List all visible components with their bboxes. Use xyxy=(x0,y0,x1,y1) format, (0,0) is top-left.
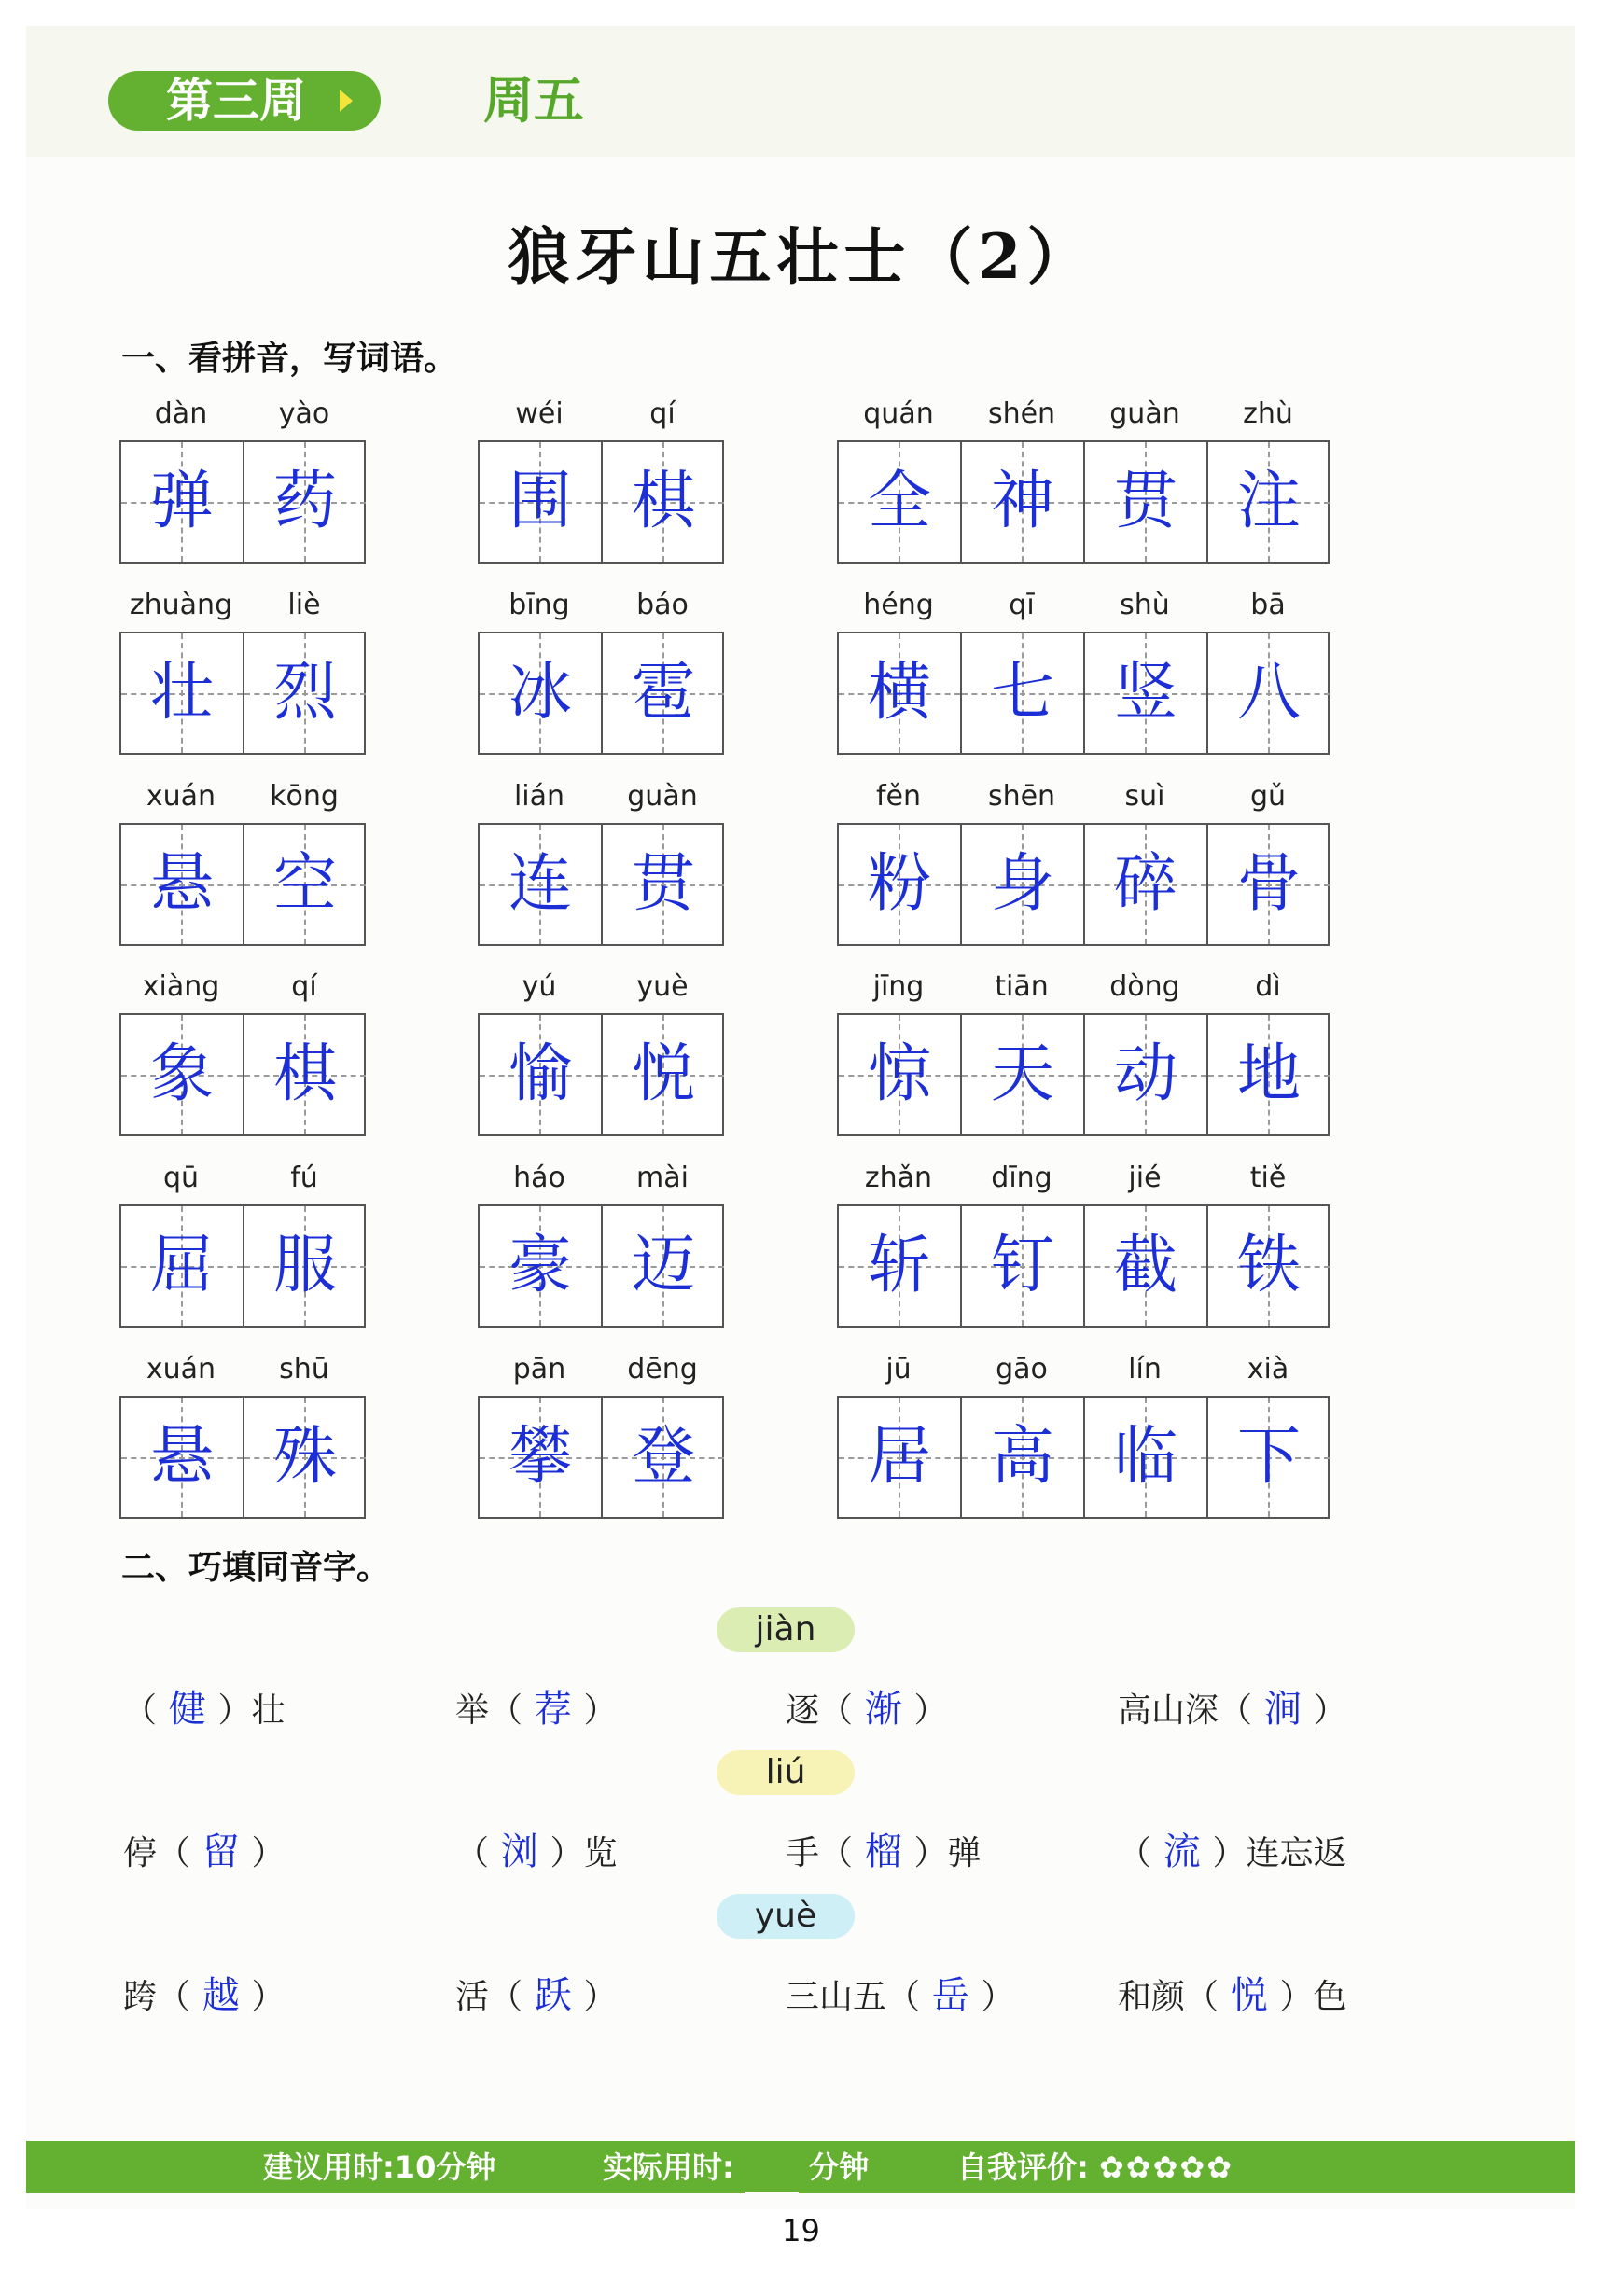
pinyin-label: xiàng xyxy=(142,970,220,1003)
tianzige-cell[interactable] xyxy=(603,825,724,944)
actual-time-label: 实际用时: xyxy=(603,2150,734,2185)
answer-character: 空 xyxy=(272,847,337,921)
fill-blank-item xyxy=(455,1966,617,2019)
pinyin-label: guàn xyxy=(1109,397,1180,430)
item-prefix: 手（ xyxy=(786,1834,854,1872)
item-suffix: ） xyxy=(583,1978,618,2016)
tianzige-cell[interactable] xyxy=(244,825,366,944)
answer-character: 碎 xyxy=(1113,847,1177,921)
answer-character: 全 xyxy=(867,465,931,538)
pinyin-label: guàn xyxy=(627,780,698,813)
footer-bar xyxy=(26,2141,1575,2193)
answer-character: 骨 xyxy=(1236,847,1301,921)
tianzige-cell[interactable] xyxy=(962,1206,1083,1326)
fill-blank-item xyxy=(786,1679,947,1732)
answer-blank[interactable]: 岳 xyxy=(920,1974,982,2017)
answer-character: 悦 xyxy=(631,1037,695,1111)
tianzige-cell[interactable] xyxy=(962,1398,1083,1517)
tianzige-cell[interactable] xyxy=(480,1206,601,1326)
pinyin-label: qí xyxy=(649,397,676,430)
tianzige-cell[interactable] xyxy=(1208,633,1330,753)
pinyin-label: qī xyxy=(1009,589,1035,621)
answer-character: 斩 xyxy=(867,1229,931,1302)
answer-character: 豪 xyxy=(508,1229,572,1302)
character-box xyxy=(119,440,366,564)
tianzige-cell[interactable] xyxy=(480,633,601,753)
tianzige-cell[interactable] xyxy=(244,633,366,753)
answer-blank[interactable]: 渐 xyxy=(853,1688,914,1731)
answer-blank[interactable]: 健 xyxy=(157,1688,218,1731)
item-suffix: ） xyxy=(251,1834,286,1872)
pinyin-label: liè xyxy=(287,589,321,621)
answer-character: 截 xyxy=(1113,1229,1177,1302)
tianzige-cell[interactable] xyxy=(121,442,243,562)
tianzige-cell[interactable] xyxy=(121,1206,243,1326)
answer-blank[interactable]: 榴 xyxy=(853,1830,914,1873)
pinyin-label: yuè xyxy=(636,970,689,1003)
tianzige-cell[interactable] xyxy=(603,1206,724,1326)
pinyin-label: háo xyxy=(513,1162,565,1194)
answer-character: 弹 xyxy=(149,465,214,538)
answer-character: 雹 xyxy=(631,656,695,730)
answer-character: 贯 xyxy=(1113,465,1177,538)
answer-character: 粉 xyxy=(867,847,931,921)
pinyin-label: zhù xyxy=(1243,397,1293,430)
tianzige-cell[interactable] xyxy=(1085,1206,1206,1326)
pinyin-label: tiān xyxy=(995,970,1049,1003)
answer-character: 铁 xyxy=(1236,1229,1301,1302)
answer-character: 下 xyxy=(1236,1420,1301,1494)
answer-blank[interactable]: 涧 xyxy=(1252,1688,1314,1731)
item-prefix: （ xyxy=(455,1834,490,1872)
tianzige-cell[interactable] xyxy=(603,1015,724,1134)
tianzige-cell[interactable] xyxy=(603,633,724,753)
item-suffix: ） xyxy=(1313,1691,1347,1730)
answer-character: 地 xyxy=(1236,1037,1301,1111)
section2-heading: 二、巧填同音字。 xyxy=(121,1549,391,1587)
answer-character: 迈 xyxy=(631,1229,695,1302)
actual-time-blank[interactable] xyxy=(745,2164,799,2193)
tianzige-cell[interactable] xyxy=(962,825,1083,944)
tianzige-cell[interactable] xyxy=(1085,1398,1206,1517)
tianzige-cell[interactable] xyxy=(962,442,1083,562)
item-suffix: ） xyxy=(981,1978,1015,2016)
pinyin-label: quán xyxy=(863,397,934,430)
fill-blank-item xyxy=(786,1966,1014,2019)
answer-blank[interactable]: 荐 xyxy=(522,1688,584,1731)
self-eval-label: 自我评价: xyxy=(957,2150,1089,2185)
pinyin-label: qū xyxy=(162,1162,200,1194)
item-suffix: ）弹 xyxy=(913,1834,982,1872)
fill-blank-item xyxy=(123,1822,285,1875)
pinyin-label: shēn xyxy=(987,780,1056,813)
answer-character: 登 xyxy=(631,1420,695,1494)
answer-character: 棋 xyxy=(631,465,695,538)
week-label: 第三周 xyxy=(166,74,306,128)
pinyin-pill: liú xyxy=(717,1750,855,1795)
answer-character: 横 xyxy=(867,656,931,730)
item-prefix: 举（ xyxy=(455,1691,523,1730)
item-suffix: ） xyxy=(583,1691,618,1730)
item-suffix: ）连忘返 xyxy=(1212,1834,1347,1872)
tianzige-cell[interactable] xyxy=(603,1398,724,1517)
tianzige-cell[interactable] xyxy=(1085,442,1206,562)
tianzige-cell[interactable] xyxy=(1208,1398,1330,1517)
answer-character: 连 xyxy=(508,847,572,921)
answer-character: 临 xyxy=(1113,1420,1177,1494)
pinyin-label: fěn xyxy=(875,780,922,813)
character-box xyxy=(119,632,366,755)
character-box xyxy=(478,1204,724,1328)
item-suffix: ） xyxy=(913,1691,948,1730)
tianzige-cell[interactable] xyxy=(603,442,724,562)
answer-blank[interactable]: 越 xyxy=(190,1974,252,2017)
answer-character: 贯 xyxy=(631,847,695,921)
pinyin-label: lín xyxy=(1128,1353,1162,1385)
pinyin-label: wéi xyxy=(515,397,564,430)
answer-character: 殊 xyxy=(272,1420,337,1494)
arrow-right-icon xyxy=(340,90,353,112)
tianzige-cell[interactable] xyxy=(480,825,601,944)
tianzige-cell[interactable] xyxy=(121,1398,243,1517)
item-prefix: 和颜（ xyxy=(1118,1978,1219,2016)
item-suffix: ） xyxy=(251,1978,286,2016)
pinyin-label: bīng xyxy=(508,589,570,621)
pinyin-label: fú xyxy=(290,1162,318,1194)
pinyin-label: bā xyxy=(1250,589,1286,621)
pinyin-label: gāo xyxy=(996,1353,1048,1385)
answer-character: 悬 xyxy=(149,1420,214,1494)
answer-character: 服 xyxy=(272,1229,337,1302)
pinyin-label: yú xyxy=(522,970,557,1003)
fill-blank-item xyxy=(786,1822,981,1875)
tianzige-cell[interactable] xyxy=(839,442,960,562)
answer-character: 壮 xyxy=(149,656,214,730)
answer-character: 药 xyxy=(272,465,337,538)
pinyin-label: pān xyxy=(512,1353,566,1385)
fill-blank-item xyxy=(455,1679,617,1732)
fill-blank-item xyxy=(1118,1679,1346,1732)
tianzige-cell[interactable] xyxy=(121,633,243,753)
pinyin-label: dēng xyxy=(627,1353,698,1385)
answer-character: 动 xyxy=(1113,1037,1177,1111)
tianzige-cell[interactable] xyxy=(480,1398,601,1517)
answer-blank[interactable]: 悦 xyxy=(1219,1974,1280,2017)
pinyin-label: suì xyxy=(1124,780,1165,813)
character-box xyxy=(837,1204,1330,1328)
answer-character: 烈 xyxy=(272,656,337,730)
pinyin-label: héng xyxy=(863,589,934,621)
answer-blank[interactable]: 跃 xyxy=(522,1974,584,2017)
fill-blank-item xyxy=(123,1679,285,1732)
answer-character: 七 xyxy=(990,656,1054,730)
answer-character: 注 xyxy=(1236,465,1301,538)
answer-character: 冰 xyxy=(508,656,572,730)
item-prefix: （ xyxy=(1118,1834,1152,1872)
character-box xyxy=(478,1396,724,1519)
pinyin-label: jié xyxy=(1128,1162,1162,1194)
tianzige-cell[interactable] xyxy=(839,1015,960,1134)
character-box xyxy=(119,1013,366,1136)
tianzige-cell[interactable] xyxy=(121,1015,243,1134)
pinyin-label: dàn xyxy=(154,397,208,430)
fill-blank-item xyxy=(123,1966,285,2019)
pinyin-label: dì xyxy=(1255,970,1281,1003)
suggested-time: 建议用时:10分钟 xyxy=(263,2150,496,2185)
pinyin-pill: yuè xyxy=(717,1894,855,1939)
pinyin-label: xià xyxy=(1247,1353,1289,1385)
item-prefix: 跨（ xyxy=(123,1978,191,2016)
answer-character: 身 xyxy=(990,847,1054,921)
item-suffix: ）壮 xyxy=(217,1691,286,1730)
tianzige-cell[interactable] xyxy=(480,1015,601,1134)
answer-character: 钉 xyxy=(990,1229,1054,1302)
answer-blank[interactable]: 浏 xyxy=(489,1830,550,1873)
item-prefix: 停（ xyxy=(123,1834,191,1872)
pinyin-label: lián xyxy=(513,780,565,813)
pinyin-label: xuán xyxy=(146,780,216,813)
section1-heading: 一、看拼音，写词语。 xyxy=(121,340,458,378)
tianzige-cell[interactable] xyxy=(962,633,1083,753)
tianzige-cell[interactable] xyxy=(1208,1015,1330,1134)
tianzige-cell[interactable] xyxy=(244,1398,366,1517)
pinyin-label: jīng xyxy=(872,970,925,1003)
character-box xyxy=(478,1013,724,1136)
tianzige-cell[interactable] xyxy=(1085,633,1206,753)
answer-character: 悬 xyxy=(149,847,214,921)
item-suffix: ）色 xyxy=(1279,1978,1347,2016)
answer-character: 惊 xyxy=(867,1037,931,1111)
tianzige-cell[interactable] xyxy=(839,825,960,944)
tianzige-cell[interactable] xyxy=(839,1398,960,1517)
pinyin-label: dīng xyxy=(991,1162,1052,1194)
answer-character: 居 xyxy=(867,1420,931,1494)
pinyin-label: zhuàng xyxy=(129,589,233,621)
answer-character: 竖 xyxy=(1113,656,1177,730)
answer-character: 天 xyxy=(990,1037,1054,1111)
page-number: 19 xyxy=(782,2213,820,2248)
answer-character: 棋 xyxy=(272,1037,337,1111)
pinyin-label: zhǎn xyxy=(864,1162,933,1194)
tianzige-cell[interactable] xyxy=(1208,825,1330,944)
pinyin-label: shù xyxy=(1120,589,1170,621)
character-box xyxy=(837,440,1330,564)
pinyin-label: kōng xyxy=(270,780,339,813)
tianzige-cell[interactable] xyxy=(839,633,960,753)
pinyin-label: jū xyxy=(885,1353,912,1385)
answer-character: 八 xyxy=(1236,656,1301,730)
lesson-title: 狼牙山五壮士（2） xyxy=(508,220,1094,293)
tianzige-cell[interactable] xyxy=(1085,1015,1206,1134)
answer-blank[interactable]: 流 xyxy=(1151,1830,1213,1873)
week-badge xyxy=(108,71,381,131)
pinyin-label: báo xyxy=(636,589,689,621)
character-box xyxy=(478,440,724,564)
pinyin-label: qí xyxy=(291,970,317,1003)
answer-character: 围 xyxy=(508,465,572,538)
item-prefix: 三山五（ xyxy=(786,1978,921,2016)
fill-blank-item xyxy=(1118,1966,1346,2019)
item-suffix: ）览 xyxy=(550,1834,618,1872)
character-box xyxy=(837,1396,1330,1519)
character-box xyxy=(837,632,1330,755)
answer-character: 屈 xyxy=(149,1229,214,1302)
answer-character: 攀 xyxy=(508,1420,572,1494)
pinyin-label: shū xyxy=(279,1353,329,1385)
pinyin-label: tiě xyxy=(1249,1162,1287,1194)
fill-blank-item xyxy=(455,1822,617,1875)
tianzige-cell[interactable] xyxy=(121,825,243,944)
item-prefix: 高山深（ xyxy=(1118,1691,1253,1730)
tianzige-cell[interactable] xyxy=(1208,442,1330,562)
actual-time-unit: 分钟 xyxy=(809,2150,870,2185)
tianzige-cell[interactable] xyxy=(1085,825,1206,944)
pinyin-label: xuán xyxy=(146,1353,216,1385)
item-prefix: 逐（ xyxy=(786,1691,854,1730)
character-box xyxy=(837,1013,1330,1136)
pinyin-label: shén xyxy=(987,397,1056,430)
answer-character: 神 xyxy=(990,465,1054,538)
item-prefix: 活（ xyxy=(455,1978,523,2016)
answer-blank[interactable]: 留 xyxy=(190,1830,252,1873)
character-box xyxy=(119,823,366,946)
tianzige-cell[interactable] xyxy=(480,442,601,562)
character-box xyxy=(478,632,724,755)
tianzige-cell[interactable] xyxy=(244,1015,366,1134)
pinyin-label: dòng xyxy=(1109,970,1180,1003)
tianzige-cell[interactable] xyxy=(1208,1206,1330,1326)
tianzige-cell[interactable] xyxy=(962,1015,1083,1134)
flower-rating-icon[interactable]: ✿✿✿✿✿ xyxy=(1098,2150,1234,2185)
pinyin-label: mài xyxy=(636,1162,689,1194)
character-box xyxy=(478,823,724,946)
answer-character: 愉 xyxy=(508,1037,572,1111)
fill-blank-item xyxy=(1118,1822,1346,1875)
tianzige-cell[interactable] xyxy=(244,1206,366,1326)
answer-character: 象 xyxy=(149,1037,214,1111)
tianzige-cell[interactable] xyxy=(244,442,366,562)
character-box xyxy=(119,1396,366,1519)
pinyin-label: yào xyxy=(278,397,330,430)
tianzige-cell[interactable] xyxy=(839,1206,960,1326)
pinyin-pill: jiàn xyxy=(717,1607,855,1652)
pinyin-label: gǔ xyxy=(1249,780,1287,813)
item-prefix: （ xyxy=(123,1691,158,1730)
day-label: 周五 xyxy=(483,71,584,130)
answer-character: 高 xyxy=(990,1420,1054,1494)
character-box xyxy=(119,1204,366,1328)
character-box xyxy=(837,823,1330,946)
